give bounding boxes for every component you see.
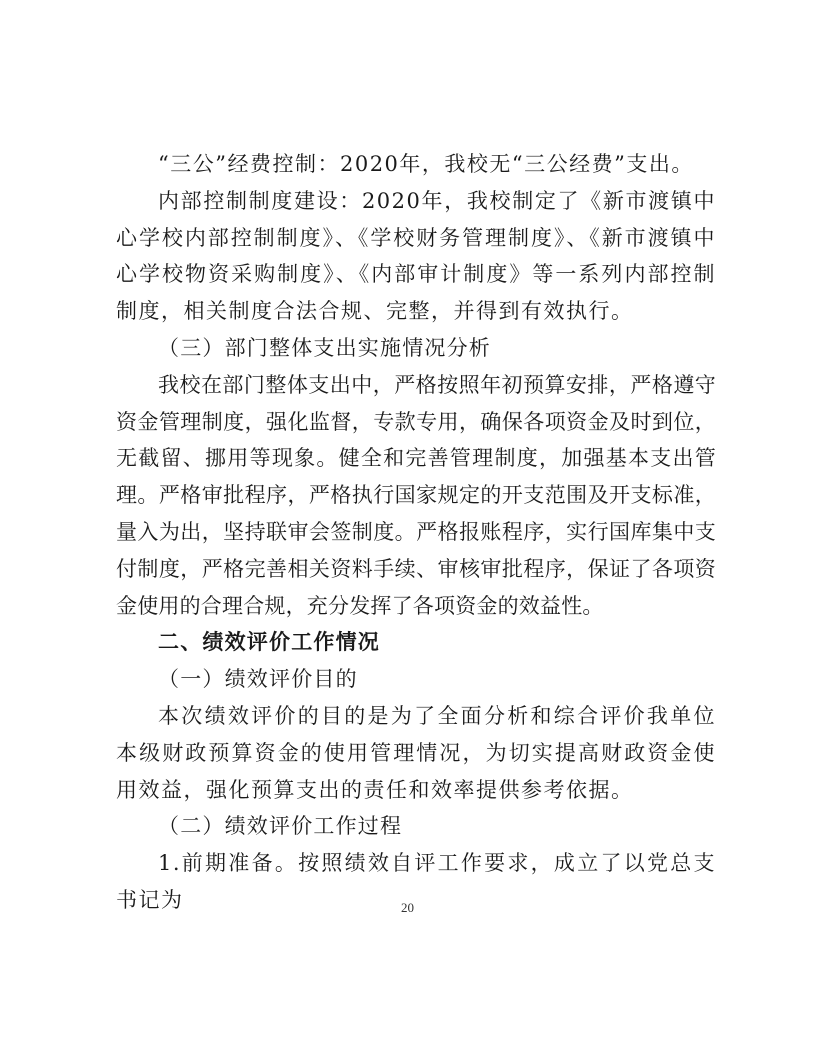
paragraph-evaluation-purpose: 本次绩效评价的目的是为了全面分析和综合评价我单位本级财政预算资金的使用管理情况，为切实提高财政资金使用效益，强化预算支出的责任和效率提供参考依据。 — [116, 703, 716, 802]
paragraph-expenditure-details: 我校在部门整体支出中，严格按照年初预算安排，严格遵守资金管理制度，强化监督，专款专用，确保各项资金及时到位，无截留、挪用等现象。健全和完善管理制度，加强基本支出管理。严格审批程序，严格执行国家规定的开支范围及开支标准，量入为出，坚持联审会签制度。严格报账程序，实行国库集中支付制度，严格完善相关资料手续、审核审批程序，保证了各项资金使用的合理合规，充分发挥了各项资金的效益性。 — [116, 372, 716, 618]
subheading-evaluation-process: （二）绩效评价工作过程 — [158, 814, 403, 839]
paragraph-internal-control: 内部控制制度建设：2020年，我校制定了《新市渡镇中心学校内部控制制度》、《学校财务管理制度》、《新市渡镇中心学校物资采购制度》、《内部审计制度》等一系列内部控制制度，相关制度合法合规、完整，并得到有效执行。 — [116, 188, 716, 324]
paragraph-three-public-funds: “三公”经费控制：2020年，我校无“三公经费”支出。 — [158, 152, 694, 176]
paragraph-preparation: 1.前期准备。按照绩效自评工作要求，成立了以党总支书记为 — [116, 851, 716, 912]
section-heading-expenditure-analysis: （三）部门整体支出实施情况分析 — [158, 335, 491, 360]
page-number: 20 — [401, 900, 414, 915]
section-heading-performance-evaluation: 二、绩效评价工作情况 — [158, 630, 380, 655]
subheading-evaluation-purpose: （一）绩效评价目的 — [158, 667, 358, 692]
body-text — [116, 146, 716, 919]
